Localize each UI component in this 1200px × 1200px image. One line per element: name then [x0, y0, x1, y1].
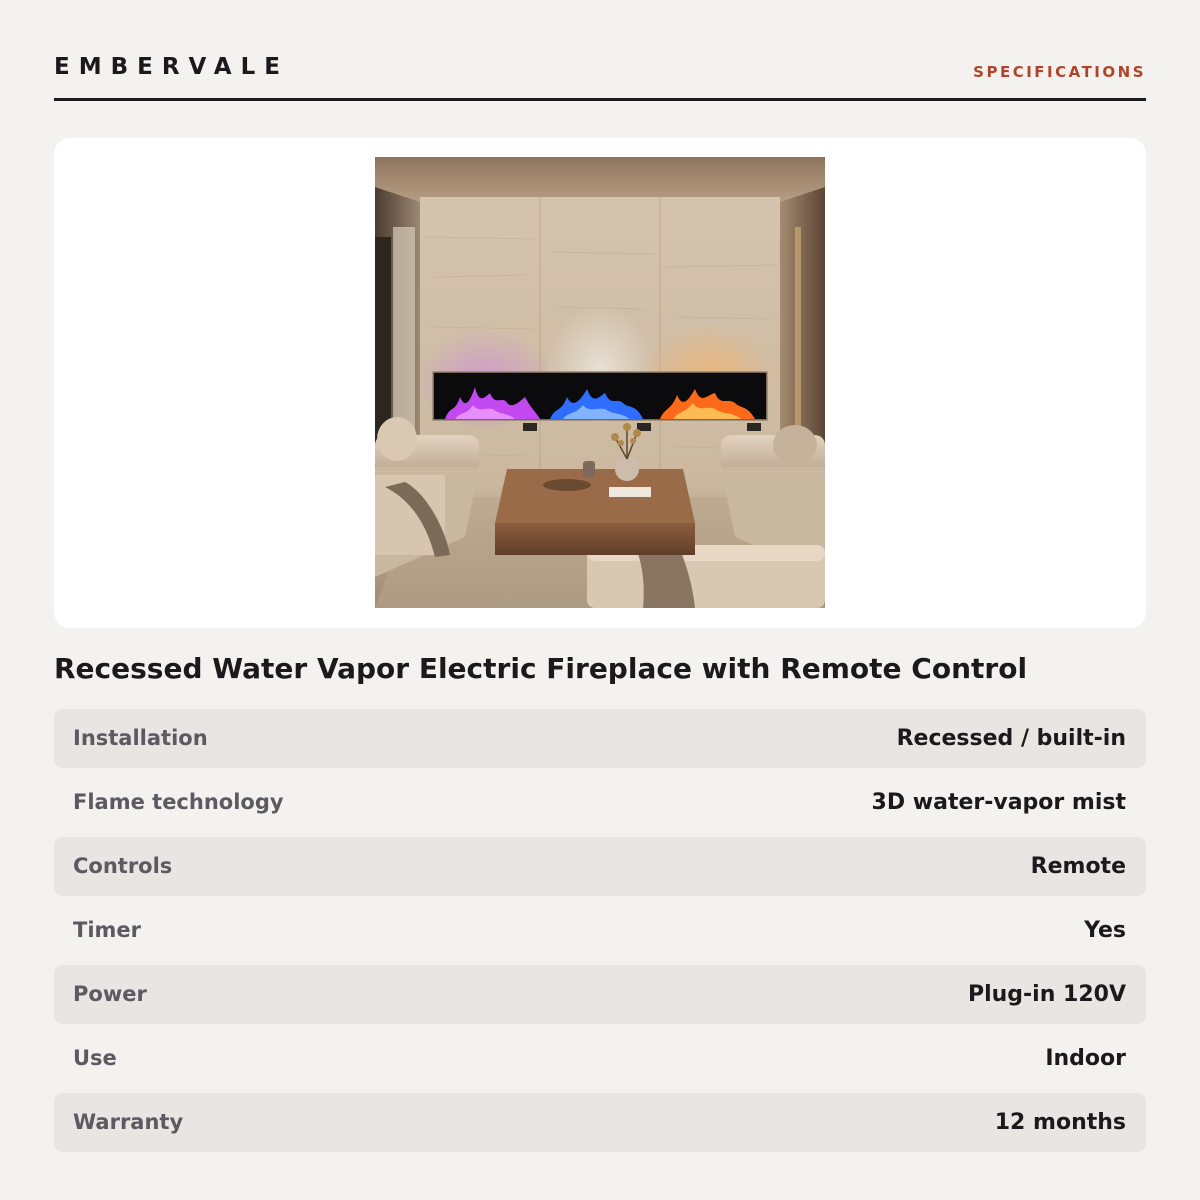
spec-row-use — [54, 1029, 1146, 1088]
spec-label: Warranty — [73, 1110, 184, 1134]
spec-value: Remote — [1030, 854, 1126, 879]
spec-label: Timer — [73, 918, 142, 942]
spec-row-warranty — [54, 1093, 1146, 1152]
spec-label: Installation — [73, 726, 208, 750]
product-image-card — [54, 138, 1146, 628]
spec-row-timer — [54, 901, 1146, 960]
spec-value: Yes — [1084, 918, 1126, 943]
specifications-link[interactable]: SPECIFICATIONS — [973, 63, 1146, 81]
spec-label: Controls — [73, 854, 173, 878]
spec-row-power — [54, 965, 1146, 1024]
spec-table — [54, 709, 1146, 1157]
spec-row-controls — [54, 837, 1146, 896]
spec-value: Indoor — [1045, 1046, 1126, 1071]
spec-value: Recessed / built-in — [896, 726, 1126, 751]
spec-value: 3D water-vapor mist — [871, 790, 1126, 815]
product-photo — [375, 157, 825, 608]
site-header — [54, 0, 1146, 101]
spec-label: Power — [73, 982, 147, 1006]
product-title: Recessed Water Vapor Electric Fireplace with Remote Control — [54, 652, 1028, 685]
spec-row-installation — [54, 709, 1146, 768]
spec-row-flame-technology — [54, 773, 1146, 832]
spec-value: Plug-in 120V — [967, 982, 1126, 1007]
spec-value: 12 months — [994, 1110, 1126, 1135]
spec-label: Flame technology — [73, 790, 284, 814]
spec-label: Use — [73, 1046, 117, 1070]
brand-logo[interactable]: EMBERVALE — [54, 54, 289, 80]
